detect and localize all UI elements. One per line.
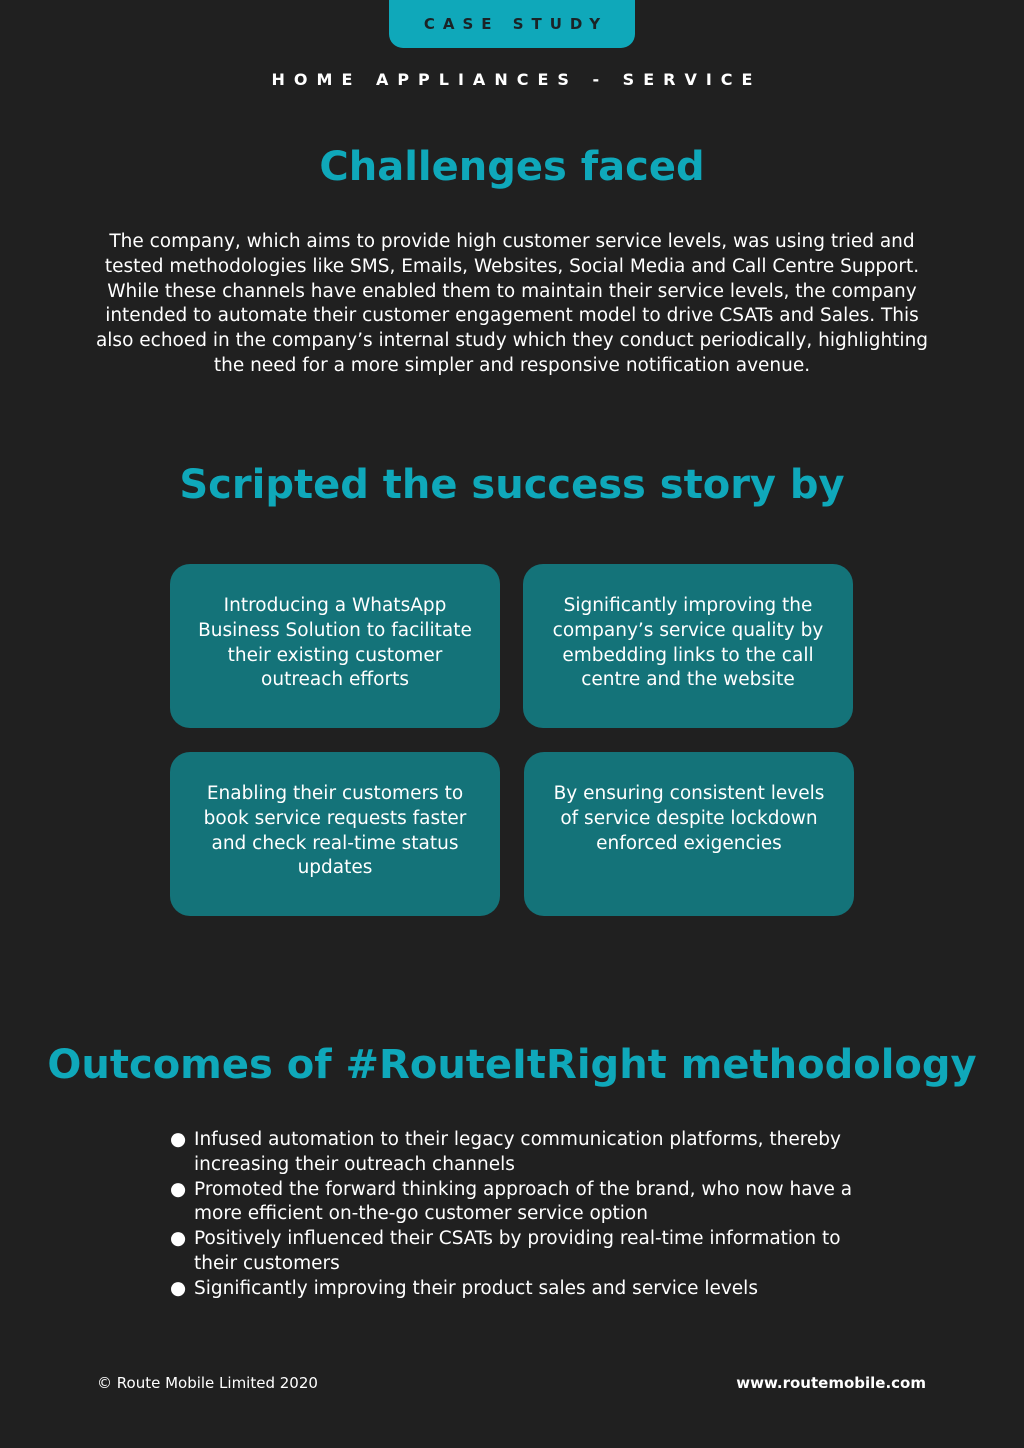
bullet-icon: ● xyxy=(170,1228,187,1250)
bullet-icon: ● xyxy=(170,1277,187,1299)
outcome-text: Infused automation to their legacy communication platforms, thereby increasing their outreach channels xyxy=(194,1129,842,1175)
success-card: Enabling their customers to book service requests faster and check real-time status updates xyxy=(170,752,500,916)
outcome-text: Promoted the forward thinking approach of the brand, who now have a more efficient on-the-go customer service option xyxy=(194,1178,853,1225)
list-item xyxy=(170,1227,870,1277)
list-item xyxy=(170,1178,870,1228)
challenges-paragraph: The company, which aims to provide high customer service levels, was using tried and tested methodologies like SMS, Emails, Websites, Social Media and Call Centre Support. While these channels have enabled them to maintain their service levels, the company intended to automate their customer engagement model to drive CSATs and Sales. This also echoed in the company’s internal study which they conduct periodically, highlighting the need for a more simpler and responsive notification avenue. xyxy=(95,231,929,376)
website-link[interactable]: www.routemobile.com xyxy=(736,1374,926,1392)
bullet-icon: ● xyxy=(170,1129,187,1150)
success-card: Introducing a WhatsApp Business Solution to facilitate their existing customer outreach efforts xyxy=(170,564,500,728)
industry-subtitle: HOME APPLIANCES - SERVICE xyxy=(271,70,762,89)
success-story-heading: Scripted the success story by xyxy=(179,462,845,508)
copyright-text: © Route Mobile Limited 2020 xyxy=(97,1374,318,1392)
outcome-text: Positively influenced their CSATs by providing real-time information to their customers xyxy=(194,1228,841,1274)
outcomes-heading: Outcomes of #RouteItRight methodology xyxy=(47,1042,977,1088)
success-card: By ensuring consistent levels of service despite lockdown enforced exigencies xyxy=(524,752,854,916)
challenges-heading: Challenges faced xyxy=(319,144,705,190)
outcome-text: Significantly improving their product sales and service levels xyxy=(194,1277,758,1299)
bullet-icon: ● xyxy=(170,1178,187,1200)
outcomes-list xyxy=(170,1128,870,1302)
success-card: Significantly improving the company’s service quality by embedding links to the call centre and the website xyxy=(523,564,853,728)
list-item xyxy=(170,1277,870,1302)
case-study-label: CASE STUDY xyxy=(423,15,609,33)
list-item xyxy=(170,1128,870,1178)
case-study-tab xyxy=(389,0,635,48)
